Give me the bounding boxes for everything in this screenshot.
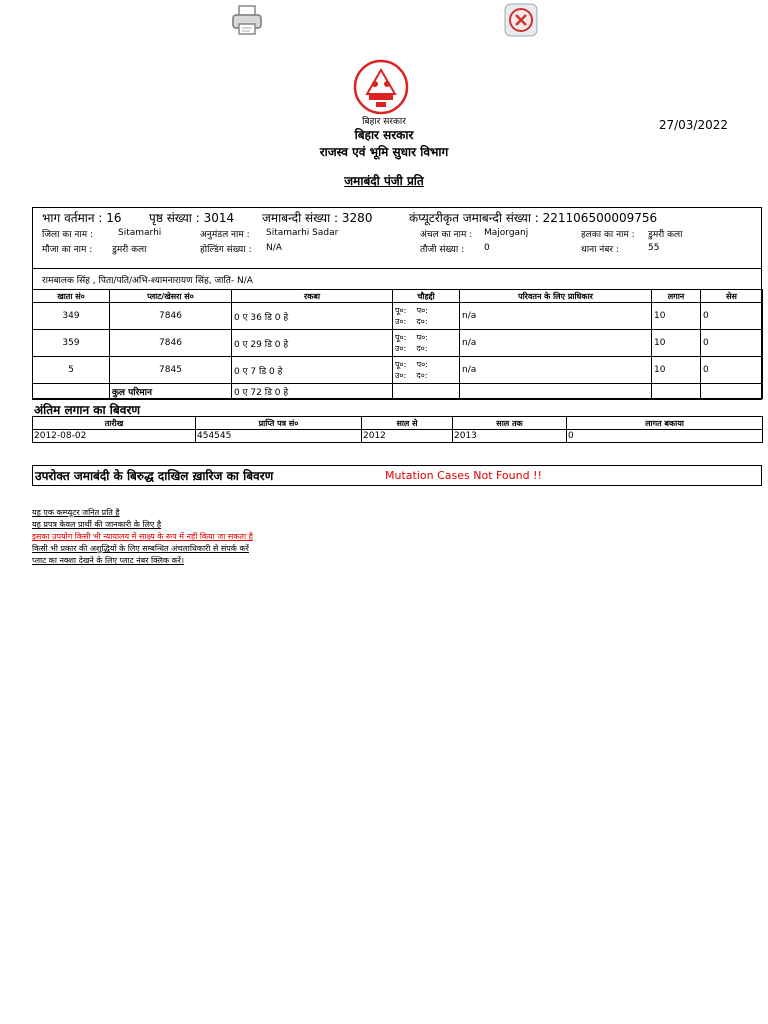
- lagan-due: 0: [567, 430, 763, 443]
- khata-cell: 5: [33, 357, 110, 384]
- adhikar-cell: n/a: [460, 303, 652, 330]
- khata-cell: 359: [33, 330, 110, 357]
- lagan-year-to: 2013: [453, 430, 567, 443]
- khata-cell: 349: [33, 303, 110, 330]
- rakba-cell: 0 ए 7 डि 0 हे: [232, 357, 393, 384]
- header-lagan: लगान: [652, 290, 701, 303]
- emblem-caption: बिहार सरकार: [362, 117, 406, 127]
- lagan-cell: 10: [652, 330, 701, 357]
- header-adhikar: परिवतन के लिए प्राधिकार: [460, 290, 652, 303]
- rakba-cell: 0 ए 29 डि 0 हे: [232, 330, 393, 357]
- bhag-number: भाग वर्तमान : 16: [42, 211, 122, 225]
- header-year-to: साल तक: [453, 417, 567, 430]
- mutation-title: उपरोक्त जमाबंदी के बिरुद्ध दाखिल ख़ारिज का बिवरण: [35, 469, 274, 483]
- header-date: तारीख: [33, 417, 196, 430]
- mutation-status: Mutation Cases Not Found !!: [385, 469, 542, 482]
- note-information-only: यह प्रपत्र केवल प्रार्थी की जानकारी के लिए है: [32, 520, 162, 529]
- plot-link[interactable]: 7846: [110, 303, 232, 330]
- mauja-label: मौजा का नाम :: [42, 245, 93, 255]
- close-x-icon: [503, 2, 539, 38]
- divider: [32, 268, 762, 269]
- district-label: जिला का नाम :: [42, 230, 94, 240]
- header-year-from: साल से: [362, 417, 453, 430]
- header-chauhaddi: चौहद्दी: [393, 290, 460, 303]
- lagan-section-title: अंतिम लगान का बिवरण: [34, 403, 141, 417]
- lagan-date: 2012-08-02: [33, 430, 196, 443]
- chauhaddi-cell: पू०: प०: उ०: द०:: [393, 303, 460, 330]
- header-khata: खाता सं०: [33, 290, 110, 303]
- govt-name: बिहार सरकार: [354, 128, 414, 142]
- note-computer-generated: यह एक कम्प्यूटर जनित प्रति है: [32, 508, 120, 517]
- close-button[interactable]: [503, 2, 539, 38]
- subdivision-label: अनुमंडल नाम :: [200, 230, 250, 240]
- plot-link[interactable]: 7845: [110, 357, 232, 384]
- ses-cell: 0: [701, 330, 763, 357]
- district-value: Sitamarhi: [118, 228, 162, 238]
- lagan-year-from: 2012: [362, 430, 453, 443]
- adhikar-cell: n/a: [460, 330, 652, 357]
- subdivision-value: Sitamarhi Sadar: [266, 228, 339, 238]
- holding-label: होल्डिंग संख्या :: [200, 245, 252, 255]
- lagan-receipt: 454545: [196, 430, 362, 443]
- lagan-cell: 10: [652, 303, 701, 330]
- circle-label: अंचल का नाम :: [420, 230, 473, 240]
- chauhaddi-cell: पू०: प०: उ०: द०:: [393, 330, 460, 357]
- total-row: [33, 384, 763, 399]
- table-row: [33, 330, 763, 357]
- thana-value: 55: [648, 243, 660, 253]
- header-ses: सेस: [701, 290, 763, 303]
- ses-cell: 0: [701, 357, 763, 384]
- rakba-cell: 0 ए 36 डि 0 हे: [232, 303, 393, 330]
- total-label: कुल परिमान: [110, 384, 232, 399]
- lagan-cell: 10: [652, 357, 701, 384]
- table-row: [33, 357, 763, 384]
- circle-value: Majorganj: [484, 228, 529, 238]
- holding-value: N/A: [266, 243, 282, 253]
- jamabandi-number: जमाबन्दी संख्या : 3280: [262, 211, 373, 225]
- adhikar-cell: n/a: [460, 357, 652, 384]
- thana-label: थाना नंबर :: [581, 245, 619, 255]
- bihar-emblem-logo: [347, 58, 415, 116]
- printer-icon: [229, 2, 265, 38]
- department-name: राजस्व एवं भूमि सुधार विभाग: [319, 145, 449, 159]
- document-title: जमाबंदी पंजी प्रति: [344, 174, 424, 188]
- print-button[interactable]: [229, 2, 265, 38]
- raiyat-owner: रामबालक सिंह , पिता/पति/अभि-श्यामनारायण सिंह, जाति- N/A: [42, 276, 253, 286]
- table-row: [33, 303, 763, 330]
- halka-value: डुमरी कला: [648, 230, 683, 240]
- computerized-number: कंप्यूटरीकृत जमाबन्दी संख्या : 221106500009756: [409, 211, 658, 225]
- ses-cell: 0: [701, 303, 763, 330]
- plot-link[interactable]: 7846: [110, 330, 232, 357]
- header-rakba: रकबा: [232, 290, 393, 303]
- mauja-value: डुमरी कला: [112, 245, 147, 255]
- tauji-value: 0: [484, 243, 490, 253]
- page-number: पृष्ठ संख्या : 3014: [149, 211, 235, 225]
- chauhaddi-cell: पू०: प०: उ०: द०:: [393, 357, 460, 384]
- table-row: [33, 430, 763, 443]
- document-date: 27/03/2022: [658, 118, 728, 132]
- note-not-legal-evidence: इसका उपयोग किसी भी न्यायालय में साक्ष्य के रूप में नहीं किया जा सकता है: [32, 532, 253, 541]
- halka-label: हलका का नाम :: [581, 230, 635, 240]
- ledger-table: [32, 289, 763, 399]
- lagan-table: [32, 416, 763, 443]
- note-plot-map: प्लाट का नक्शा देखने के लिए प्लाट नंबर क्लिक करें।: [32, 556, 185, 565]
- header-plot: प्लाट/खेसरा सं०: [110, 290, 232, 303]
- note-contact-officer: किसी भी प्रकार की अशुद्धियों के लिए सम्बन्धित अंचलाधिकारी से संपर्क करें: [32, 544, 249, 553]
- tauji-label: तौजी संख्या :: [420, 245, 465, 255]
- header-due: लागत बकाया: [567, 417, 763, 430]
- header-receipt: प्राप्ति पत्र सं०: [196, 417, 362, 430]
- total-rakba: 0 ए 72 डि 0 हे: [232, 384, 393, 399]
